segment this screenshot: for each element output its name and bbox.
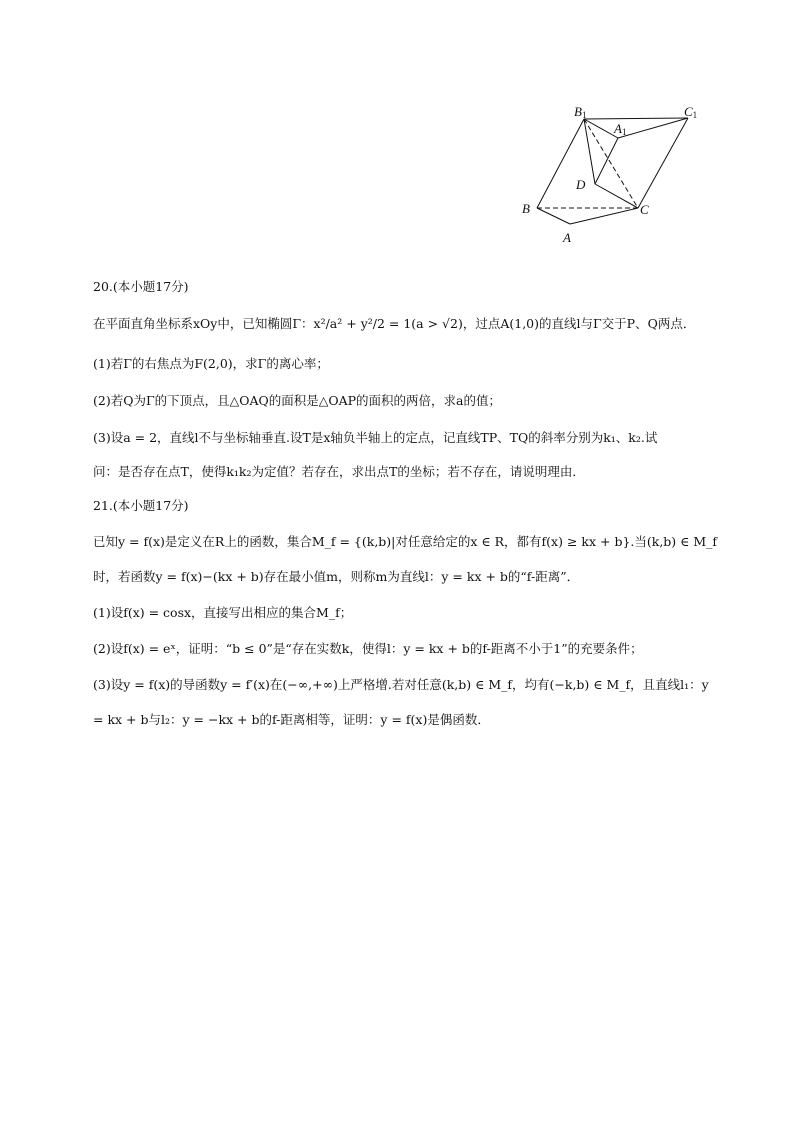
edge-B1-C-dashed bbox=[584, 119, 638, 208]
label-C: C bbox=[640, 202, 649, 217]
edge-D-C bbox=[595, 184, 638, 208]
edge-A1-C1 bbox=[618, 118, 688, 138]
edge-C1-C bbox=[638, 118, 688, 208]
problem-20-part-3-line-2: 问：是否存在点T，使得k₁k₂为定值？若存在，求出点T的坐标；若不存在，请说明理由． bbox=[93, 464, 585, 479]
edge-A-C bbox=[570, 208, 638, 224]
problem-21-intro-line-1: 已知y = f(x)是定义在R上的函数，集合M_f = {(k,b)|对任意给定的x ∈ R，都有f(x) ≥ kx + b}.当(k,b) ∈ M_f bbox=[93, 534, 718, 549]
label-B: B bbox=[522, 201, 530, 216]
edge-B1-A1 bbox=[584, 119, 618, 138]
problem-20-part-3-line-1: (3)设a = 2，直线l不与坐标轴垂直.设T是x轴负半轴上的定点，记直线TP、TQ的斜率分别为k₁、k₂.试 bbox=[93, 430, 658, 445]
problem-20-header: 20.(本小题17分) bbox=[93, 279, 189, 294]
prism-figure bbox=[508, 96, 708, 248]
label-A1: A1 bbox=[614, 121, 627, 137]
problem-20-part-1: (1)若Γ的右焦点为F(2,0)，求Γ的离心率； bbox=[93, 356, 329, 371]
problem-20-part-2: (2)若Q为Γ的下顶点，且△OAQ的面积是△OAP的面积的两倍，求a的值； bbox=[93, 393, 502, 408]
label-D: D bbox=[576, 177, 586, 192]
edge-B1-B bbox=[537, 119, 584, 208]
label-B1: B1 bbox=[574, 104, 587, 120]
problem-20-intro: 在平面直角坐标系xOy中，已知椭圆Γ：x²/a² + y²/2 = 1(a > √2)，过点A(1,0)的直线l与Γ交于P、Q两点． bbox=[93, 316, 696, 331]
problem-21-part-3-line-1: (3)设y = f(x)的导函数y = f′(x)在(−∞,+∞)上严格增.若对任意(k,b) ∈ M_f，均有(−k,b) ∈ M_f，且直线l₁：y bbox=[93, 677, 709, 692]
problem-21-part-3-line-2: = kx + b与l₂：y = −kx + b的f-距离相等，证明：y = f(x)是偶函数． bbox=[93, 712, 490, 727]
prism-diagram bbox=[508, 96, 708, 248]
label-C1: C1 bbox=[684, 104, 698, 120]
problem-21-part-1: (1)设f(x) = cosx，直接写出相应的集合M_f； bbox=[93, 605, 353, 620]
label-A: A bbox=[563, 230, 571, 245]
problem-21-intro-line-2: 时，若函数y = f(x)−(kx + b)存在最小值m，则称m为直线l：y = kx + b的“f-距离”． bbox=[93, 569, 580, 584]
edge-A1-D bbox=[595, 138, 618, 184]
problem-21-part-2: (2)设f(x) = eˣ，证明：“b ≤ 0”是“存在实数k，使得l：y = kx + b的f-距离不小于1”的充要条件； bbox=[93, 641, 643, 656]
edge-B-A bbox=[537, 208, 570, 224]
edge-B1-C1 bbox=[584, 118, 688, 119]
problem-21-header: 21.(本小题17分) bbox=[93, 498, 189, 513]
